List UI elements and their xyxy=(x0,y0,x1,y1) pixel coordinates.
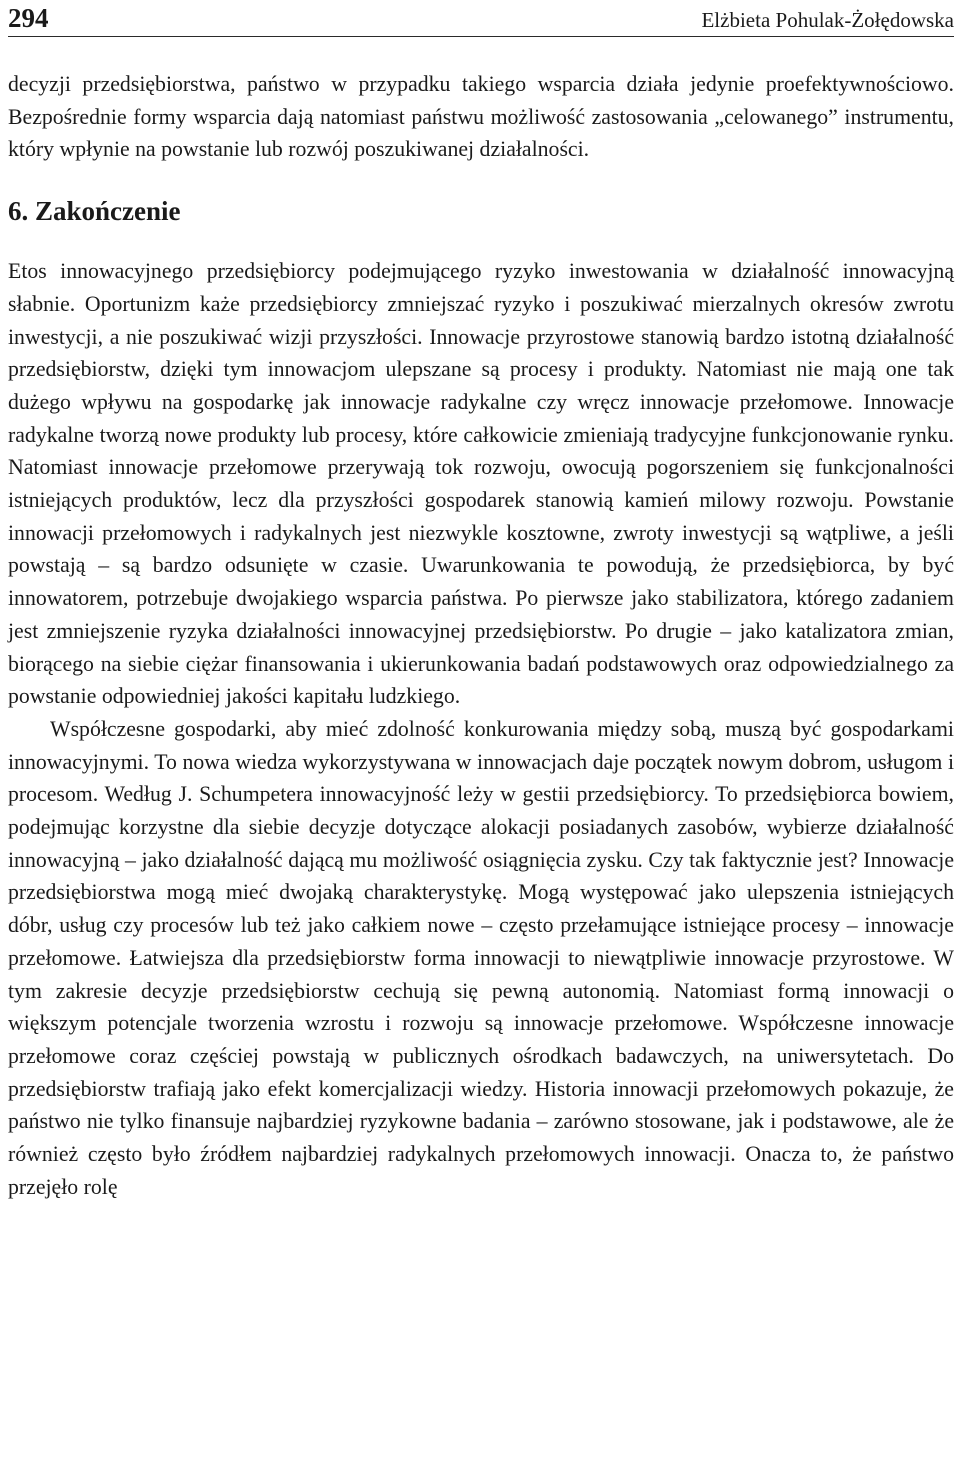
paragraph-continuation: decyzji przedsiębiorstwa, państwo w przypadku takiego wsparcia działa jedynie proefektywnościowo. Bezpośrednie formy wsparcia dają natomiast państwu możliwość zastosowania „celowanego” instrumentu, który wpłynie na powstanie lub rozwój poszukiwanej działalności. xyxy=(8,72,954,162)
paragraph: Etos innowacyjnego przedsiębiorcy podejmującego ryzyko inwestowania w działalność innowacyjną słabnie. Oportunizm każe przedsiębiorcy zmniejszać ryzyko i poszukiwać mierzalnych okresów zwrotu inwestycji, a nie poszukiwać wizji przyszłości. Innowacje przyrostowe stanowią bardzo istotną działalność przedsiębiorstw, dzięki tym innowacjom ulepszane są procesy i produkty. Natomiast nie mają one tak dużego wpływu na gospodarkę jak innowacje radykalne czy wręcz innowacje przełomowe. Innowacje radykalne tworzą nowe produkty lub procesy, które całkowicie zmieniają tradycyjne funkcjonowanie rynku. Natomiast innowacje przełomowe przerywają tok rozwoju, owocują pogorszeniem się funkcjonalności istniejących produktów, lecz dla przyszłości gospodarek stanowią kamień milowy rozwoju. Powstanie innowacji przełomowych i radykalnych jest niezwykle kosztowne, zwroty inwestycji są wątpliwe, a jeśli powstają – są bardzo odsunięte w czasie. Uwarunkowania te powodują, że przedsiębiorca, by być innowatorem, potrzebuje dwojakiego wsparcia państwa. Po pierwsze jako stabilizatora, którego zadaniem jest zmniejszenie ryzyka działalności innowacyjnej przedsiębiorstw. Po drugie – jako katalizatora zmian, biorącego na siebie ciężar finansowania i ukierunkowania badań podstawowych oraz odpowiedzialnego za powstanie odpowiedniej jakości kapitału ludzkiego. xyxy=(8,259,954,709)
page-number: 294 xyxy=(8,3,49,33)
running-header-author: Elżbieta Pohulak-Żołędowska xyxy=(701,8,954,32)
body-text xyxy=(8,68,954,1204)
paragraph: Współczesne gospodarki, aby mieć zdolność konkurowania między sobą, muszą być gospodarkami innowacyjnymi. To nowa wiedza wykorzystywana w innowacjach daje początek nowym dobrom, usługom i procesom. Według J. Schumpetera innowacyjność leży w gestii przedsiębiorcy. To przedsiębiorca bowiem, podejmując korzystne dla siebie decyzje dotyczące alokacji posiadanych zasobów, wybierze działalność innowacyjną – jako działalność dającą mu możliwość osiągnięcia zysku. Czy tak faktycznie jest? Innowacje przedsiębiorstwa mogą mieć dwojaką charakterystykę. Mogą występować jako ulepszenia istniejących dóbr, usług czy procesów lub też jako całkiem nowe – często przełamujące istniejące procesy – innowacje przełomowe. Łatwiejsza dla przedsiębiorstw forma innowacji to niewątpliwie innowacje przyrostowe. W tym zakresie decyzje przedsiębiorstw cechują się pewną autonomią. Natomiast formą innowacji o większym potencjale tworzenia wzrostu i rozwoju są innowacje przełomowe. Współczesne innowacje przełomowe coraz częściej powstają w publicznych ośrodkach badawczych, na uniwersytetach. Do przedsiębiorstw trafiają jako efekt komercjalizacji wiedzy. Historia innowacji przełomowych pokazuje, że państwo nie tylko finansuje najbardziej ryzykowne badania – zarówno stosowane, jak i podstawowe, ale że również często było źródłem najbardziej radykalnych przełomowych innowacji. Onacza to, że państwo przejęło rolę xyxy=(8,716,954,1199)
section-heading: 6. Zakończenie xyxy=(8,196,181,227)
running-header xyxy=(8,2,954,37)
document-page xyxy=(8,0,954,1484)
